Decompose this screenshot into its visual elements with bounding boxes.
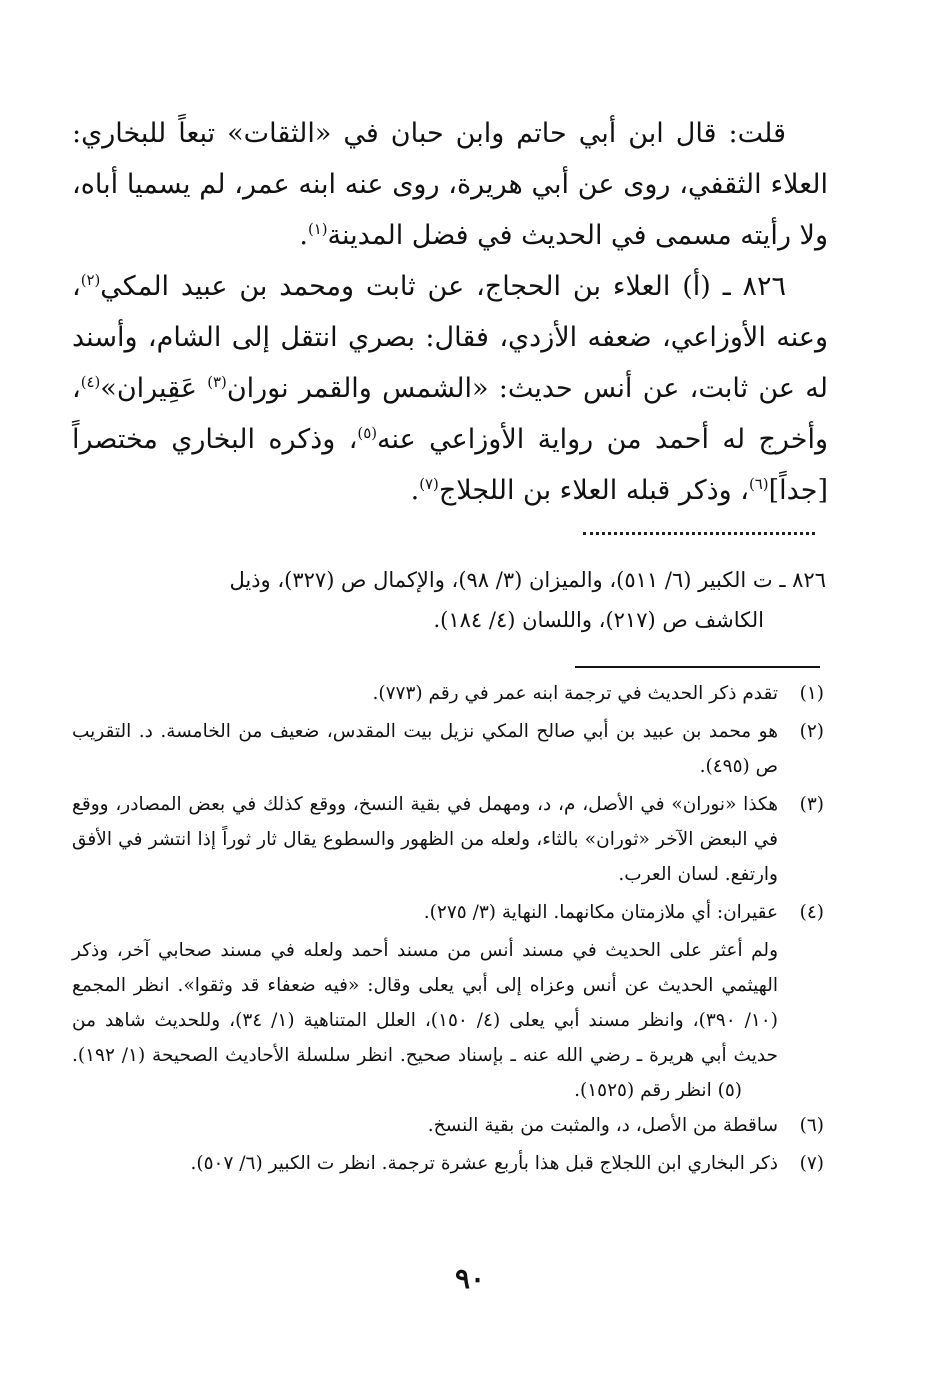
footnote-text: تقدم ذكر الحديث في ترجمة ابنه عمر في رقم (٧٧٣). — [372, 683, 778, 704]
page-number: ٩٠ — [454, 1262, 486, 1295]
footnote-ref-6: (٦) — [748, 475, 769, 493]
footnote-text: هكذا «نوران» في الأصل، م، د، ومهمل في بقية النسخ، ووقع كذلك في بعض المصادر، ووقع في البعض الآخر «ثوران» بالثاء، ولعله من الظهور والسطوع يقال ثار ثوراً إذا انتشر في الأفق وارتفع. لسان العرب. — [72, 794, 778, 885]
main-text — [72, 108, 828, 516]
footnote-text: انظر رقم (١٥٢٥). — [574, 1080, 712, 1101]
period: . — [299, 220, 308, 251]
footnote-number: (٥) — [717, 1080, 742, 1101]
footnote-2 — [72, 714, 824, 784]
footnote-ref-1: (١) — [307, 220, 328, 238]
footnote-ref-4: (٤) — [80, 373, 101, 391]
footnote-4-continuation — [72, 933, 778, 1108]
footnote-number: (١) — [799, 683, 824, 704]
footnote-4 — [72, 895, 824, 930]
footnote-text: هو محمد بن عبيد بن أبي صالح المكي نزيل بيت المقدس، ضعيف من الخامسة. د. التقريب ص (٤٩٥). — [72, 721, 778, 777]
footnote-3 — [72, 787, 824, 892]
entry-text-c: عَقِيران» — [100, 373, 208, 404]
footnote-text: ساقطة من الأصل، د، والمثبت من بقية النسخ. — [427, 1115, 778, 1136]
footnotes — [72, 676, 824, 1184]
footnote-7 — [72, 1146, 824, 1181]
sources-line-2: الكاشف ص (٢١٧)، واللسان (٤/ ١٨٤). — [433, 608, 764, 632]
entry-text-a: ٨٢٦ ـ (أ) العلاء بن الحجاج، عن ثابت ومحمد بن عبيد المكي — [100, 271, 786, 302]
footnote-1 — [72, 676, 824, 711]
entry-text-e: ، وذكره البخاري مختصراً [جداً] — [72, 424, 828, 506]
footnote-number: (٤) — [799, 902, 824, 923]
footnote-number: (٣) — [799, 794, 824, 815]
entry-text-f: ، وذكر قبله العلاء بن اللجلاج — [438, 475, 749, 506]
entry-text-b: ، وعنه الأوزاعي، ضعفه الأزدي، فقال: بصري انتقل إلى الشام، وأسند له عن ثابت، عن أنس حديث: «الشمس والقمر نوران — [72, 271, 828, 404]
footnote-rule — [575, 666, 820, 668]
footnote-number: (٢) — [799, 721, 824, 742]
sources-block — [70, 560, 826, 640]
paragraph-entry-826 — [72, 261, 828, 516]
footnote-5 — [574, 1073, 742, 1108]
period: . — [410, 475, 420, 506]
commentary-text: قلت: قال ابن أبي حاتم وابن حبان في «الثقات» تبعاً للبخاري: العلاء الثقفي، روى عن أبي هريرة، روى عنه ابنه عمر، لم يسميا أباه، ولا رأيته مسمى في الحديث في فضل المدينة — [72, 118, 828, 251]
footnote-number: (٦) — [799, 1115, 824, 1136]
footnote-ref-7: (٧) — [419, 475, 439, 493]
sources-line-1: ٨٢٦ ـ ت الكبير (٦/ ٥١١)، والميزان (٣/ ٩٨)، والإكمال ص (٣٢٧)، وذيل — [229, 568, 826, 592]
footnote-text: ذكر البخاري ابن اللجلاج قبل هذا بأربع عشرة ترجمة. انظر ت الكبير (٦/ ٥٠٧). — [190, 1153, 778, 1174]
dotted-separator — [583, 532, 815, 535]
footnote-ref-2: (٢) — [80, 271, 101, 289]
paragraph-commentary — [72, 108, 828, 261]
footnote-ref-3: (٣) — [207, 373, 227, 391]
entry-text-d: ، وأخرج له أحمد من رواية الأوزاعي عنه — [72, 373, 829, 455]
footnote-number: (٧) — [799, 1153, 824, 1174]
footnote-4-extra-text: ولم أعثر على الحديث في مسند أنس من مسند أحمد ولعله في مسند صحابي آخر، وذكر الهيثمي الحديث عن أنس وعزاه إلى أبي يعلى وقال: «فيه ضعفاء قد وثقوا». انظر المجمع (١٠/ ٣٩٠)، وانظر مسند أبي يعلى (٤/ ١٥٠)، العلل المتناهية (١/ ٣٤)، وللحديث شاهد من حديث أبي هريرة ـ رضي الله عنه ـ بإسناد صحيح. انظر سلسلة الأحاديث الصحيحة (١/ ١٩٢). — [72, 940, 778, 1066]
footnote-6 — [72, 1108, 824, 1143]
footnote-ref-5: (٥) — [357, 424, 377, 442]
footnote-text: عقيران: أي ملازمتان مكانهما. النهاية (٣/ ٢٧٥). — [423, 902, 778, 923]
